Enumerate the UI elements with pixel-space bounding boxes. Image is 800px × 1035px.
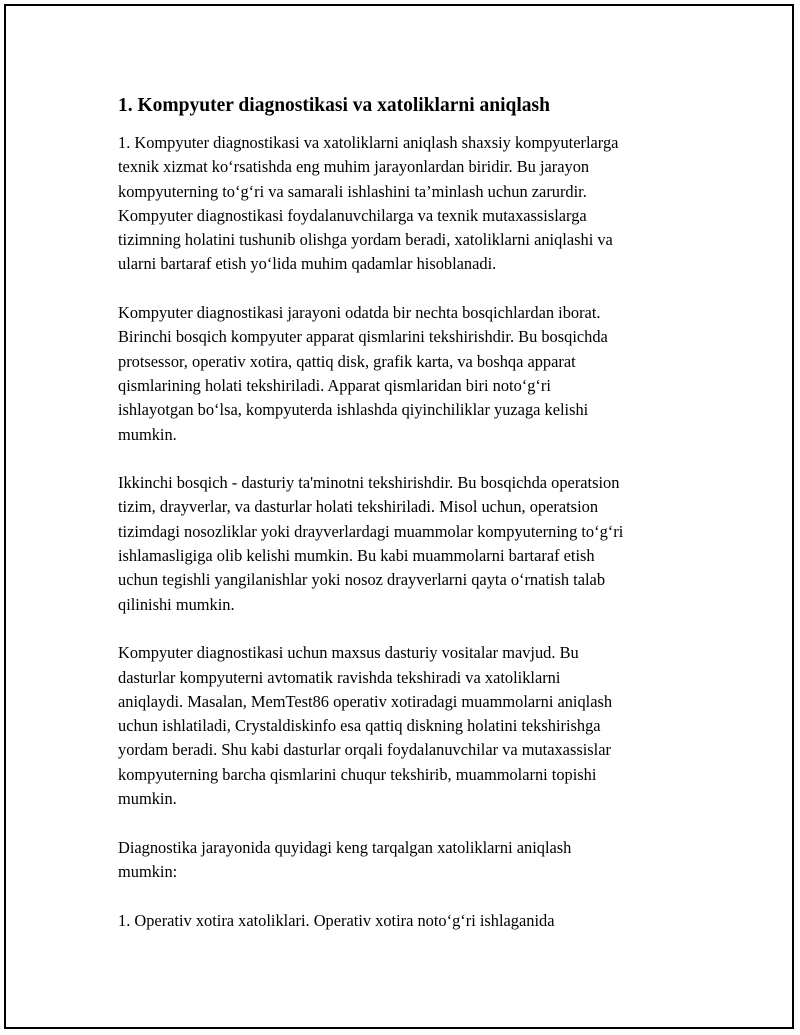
paragraph-software-stage <box>118 471 698 617</box>
text-line: 1. Operativ xotira xatoliklari. Operativ xotira noto‘g‘ri ishlaganida <box>118 910 555 930</box>
text-line: tizimning holatini tushunib olishga yordam beradi, xatoliklarni aniqlashi va <box>118 230 613 250</box>
paragraph-list-item-ram <box>118 909 698 933</box>
text-line: tizimdagi nosozliklar yoki drayverlardagi muammolar kompyuterning to‘g‘ri <box>118 521 624 541</box>
document-title: 1. Kompyuter diagnostikasi va xatoliklarni aniqlash <box>118 95 550 116</box>
text-line: texnik xizmat ko‘rsatishda eng muhim jarayonlardan biridir. Bu jarayon <box>118 157 590 177</box>
text-line: Kompyuter diagnostikasi foydalanuvchilarga va texnik mutaxassislarga <box>118 205 587 225</box>
text-line: kompyuterning barcha qismlarini chuqur tekshirib, muammolarni topishi <box>118 764 597 784</box>
paragraph-hardware-stage <box>118 301 698 447</box>
text-line: mumkin. <box>118 424 177 444</box>
text-line: Diagnostika jarayonida quyidagi keng tarqalgan xatoliklarni aniqlash <box>118 837 572 857</box>
text-line: ishlamasligiga olib kelishi mumkin. Bu kabi muammolarni bartaraf etish <box>118 546 595 566</box>
text-line: tizim, drayverlar, va dasturlar holati tekshiriladi. Misol uchun, operatsion <box>118 497 599 517</box>
text-line: dasturlar kompyuterni avtomatik ravishda tekshiradi va xatoliklarni <box>118 667 561 687</box>
text-line: yordam beradi. Shu kabi dasturlar orqali foydalanuvchilar va mutaxassislar <box>118 740 611 760</box>
text-line: mumkin. <box>118 789 177 809</box>
text-line: uchun ishlatiladi, Crystaldiskinfo esa qattiq diskning holatini tekshirishga <box>118 716 601 736</box>
paragraph-intro <box>118 131 698 277</box>
paragraph-diagnostic-tools <box>118 641 698 811</box>
text-line: aniqlaydi. Masalan, MemTest86 operativ xotiradagi muammolarni aniqlash <box>118 691 613 711</box>
text-line: mumkin: <box>118 861 178 881</box>
text-line: Kompyuter diagnostikasi uchun maxsus dasturiy vositalar mavjud. Bu <box>118 643 579 663</box>
text-line: kompyuterning to‘g‘ri va samarali ishlashini ta’minlash uchun zarurdir. <box>118 181 587 201</box>
text-line: Kompyuter diagnostikasi jarayoni odatda bir nechta bosqichlardan iborat. <box>118 303 601 323</box>
text-line: Birinchi bosqich kompyuter apparat qismlarini tekshirishdir. Bu bosqichda <box>118 327 608 347</box>
paragraph-common-errors <box>118 836 698 885</box>
text-line: qismlarining holati tekshiriladi. Apparat qismlaridan biri noto‘g‘ri <box>118 375 551 395</box>
text-line: ularni bartaraf etish yo‘lida muhim qadamlar hisoblanadi. <box>118 254 497 274</box>
document-body <box>118 92 698 957</box>
text-line: ishlayotgan bo‘lsa, kompyuterda ishlashda qiyinchiliklar yuzaga kelishi <box>118 400 589 420</box>
text-line: 1. Kompyuter diagnostikasi va xatoliklarni aniqlash shaxsiy kompyuterlarga <box>118 133 619 152</box>
text-line: qilinishi mumkin. <box>118 594 235 614</box>
text-line: uchun tegishli yangilanishlar yoki nosoz drayverlarni qayta o‘rnatish talab <box>118 570 606 590</box>
text-line: protsessor, operativ xotira, qattiq disk, grafik karta, va boshqa apparat <box>118 351 576 371</box>
text-line: Ikkinchi bosqich - dasturiy ta'minotni tekshirishdir. Bu bosqichda operatsion <box>118 473 620 493</box>
